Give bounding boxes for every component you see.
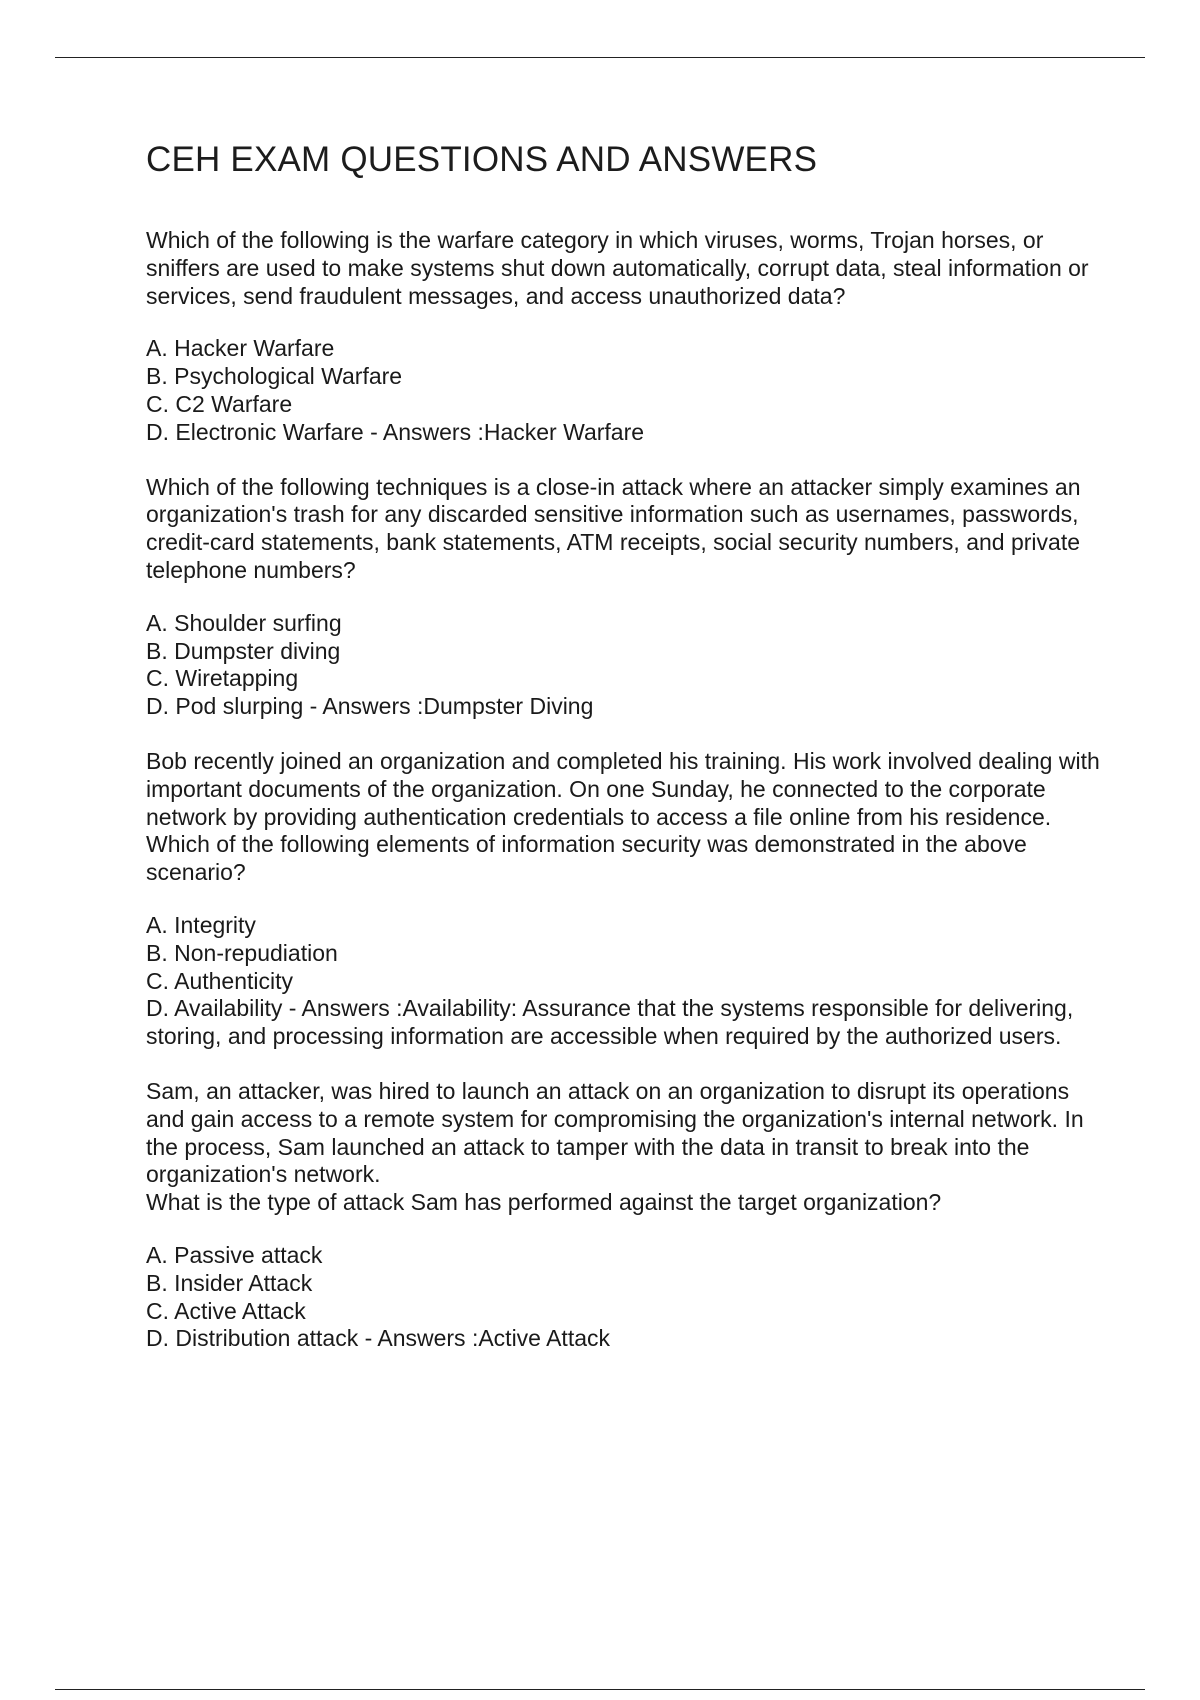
answer-options [146, 1242, 1106, 1353]
option-b: B. Dumpster diving [146, 637, 341, 664]
option-a: A. Passive attack [146, 1241, 323, 1268]
answer-options [146, 912, 1106, 1051]
question-text [146, 1078, 1106, 1217]
option-d-with-answer: D. Distribution attack - Answers :Active Attack [146, 1325, 610, 1352]
option-c: C. Active Attack [146, 1297, 306, 1324]
document-body [146, 140, 1106, 1380]
option-d-with-answer: D. Pod slurping - Answers :Dumpster Diving [146, 693, 594, 720]
question-line: Which of the following elements of information security was demonstrated in the above scenario? [146, 831, 1027, 886]
question-block [146, 748, 1106, 1051]
option-c: C. Authenticity [146, 967, 294, 994]
bottom-rule [55, 1689, 1145, 1690]
question-line: Sam, an attacker, was hired to launch an attack on an organization to disrupt its operations and gain access to a remote system for compromising the organization's internal network. In the process, Sam launched an attack to tamper with the data in transit to break into the organization's network. [146, 1077, 1084, 1188]
option-a: A. Shoulder surfing [146, 609, 342, 636]
option-d-with-answer: D. Electronic Warfare - Answers :Hacker Warfare [146, 418, 645, 445]
option-b: B. Insider Attack [146, 1269, 313, 1296]
question-text [146, 748, 1106, 887]
document-title: CEH EXAM QUESTIONS AND ANSWERS [146, 140, 818, 179]
question-block [146, 227, 1106, 447]
option-d-with-answer: D. Availability - Answers :Availability: Assurance that the systems responsible for delivering, storing, and processing information are accessible when required by the authorized users. [146, 995, 1074, 1050]
question-text [146, 474, 1106, 585]
question-line: Bob recently joined an organization and completed his training. His work involved dealing with important documents of the organization. On one Sunday, he connected to the corporate network by providing authentication credentials to access a file online from his residence. [146, 747, 1100, 830]
option-c: C. Wiretapping [146, 665, 299, 692]
question-block [146, 1078, 1106, 1353]
answer-options [146, 610, 1106, 721]
question-line: Which of the following is the warfare category in which viruses, worms, Trojan horses, or sniffers are used to make systems shut down automatically, corrupt data, steal information or services, send fraudulent messages, and access unauthorized data? [146, 227, 1089, 309]
option-b: B. Psychological Warfare [146, 363, 403, 390]
question-block [146, 474, 1106, 721]
question-line: Which of the following techniques is a close-in attack where an attacker simply examines an organization's trash for any discarded sensitive information such as usernames, passwords, credit-card statements, bank statements, ATM receipts, social security numbers, and private telephone numbers? [146, 473, 1081, 583]
question-line: What is the type of attack Sam has performed against the target organization? [146, 1189, 942, 1216]
answer-options [146, 335, 1106, 446]
option-c: C. C2 Warfare [146, 390, 293, 417]
top-rule [55, 57, 1145, 58]
question-text [146, 227, 1106, 310]
option-a: A. Integrity [146, 911, 256, 938]
option-b: B. Non-repudiation [146, 939, 338, 966]
option-a: A. Hacker Warfare [146, 335, 335, 362]
